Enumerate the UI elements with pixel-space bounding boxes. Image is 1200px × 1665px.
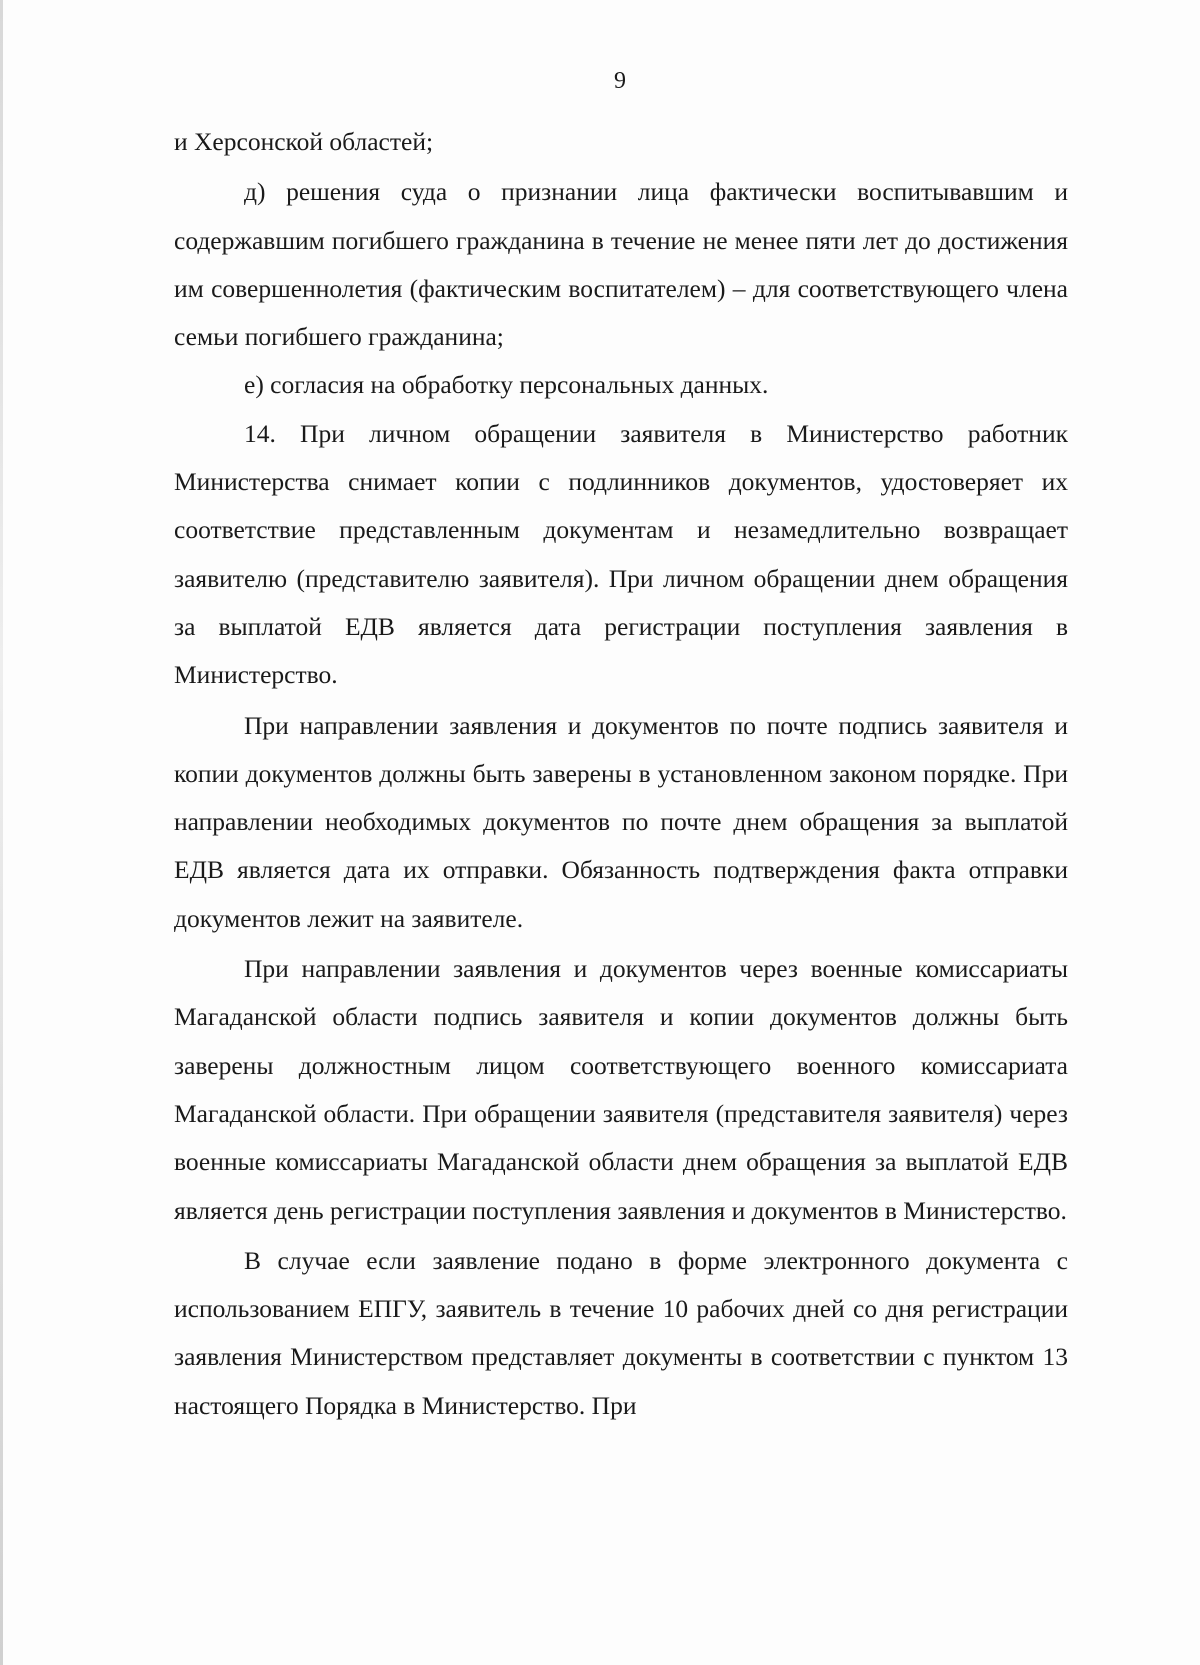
paragraph-military-commissariat: При направлении заявления и документов через военные комиссариаты Магаданской области подпись заявителя и копии документов должны быть заверены должностным лицом соответствующего военного комиссариата Магаданской области. При обращении заявителя (представителя заявителя) через военные комиссариаты Магаданской области днем обращения за выплатой ЕДВ является день регистрации поступления заявления и документов в Министерство. bbox=[174, 954, 1068, 1225]
paragraph-continuation: и Херсонской областей; bbox=[174, 127, 434, 156]
paragraph-postal-submission: При направлении заявления и документов по почте подпись заявителя и копии документов должны быть заверены в установленном законом порядке. При направлении необходимых документов по почте днем обращения за выплатой ЕДВ является дата их отправки. Обязанность подтверждения факта отправки документов лежит на заявителе. bbox=[174, 710, 1068, 933]
paragraph-item-e: е) согласия на обработку персональных данных. bbox=[244, 370, 769, 400]
page-edge bbox=[0, 0, 3, 1665]
page-number: 9 bbox=[614, 68, 626, 94]
paragraph-epgu-submission: В случае если заявление подано в форме электронного документа с использованием ЕПГУ, заявитель в течение 10 рабочих дней со дня регистрации заявления Министерством представляет документы в соответствии с пунктом 13 настоящего Порядка в Министерство. При bbox=[174, 1245, 1068, 1420]
paragraph-clause-14: 14. При личном обращении заявителя в Министерство работник Министерства снимает копии с подлинников документов, удостоверяет их соответствие представленным документам и незамедлительно возвращает заявителю (представителю заявителя). При личном обращении днем обращения за выплатой ЕДВ является дата регистрации поступления заявления в Министерство. bbox=[174, 418, 1068, 690]
paragraph-item-d: д) решения суда о признании лица фактически воспитывавшим и содержавшим погибшего гражданина в течение не менее пяти лет до достижения им совершеннолетия (фактическим воспитателем) – для соответствующего члена семьи погибшего гражданина; bbox=[174, 177, 1068, 352]
document-body bbox=[174, 118, 1068, 1430]
